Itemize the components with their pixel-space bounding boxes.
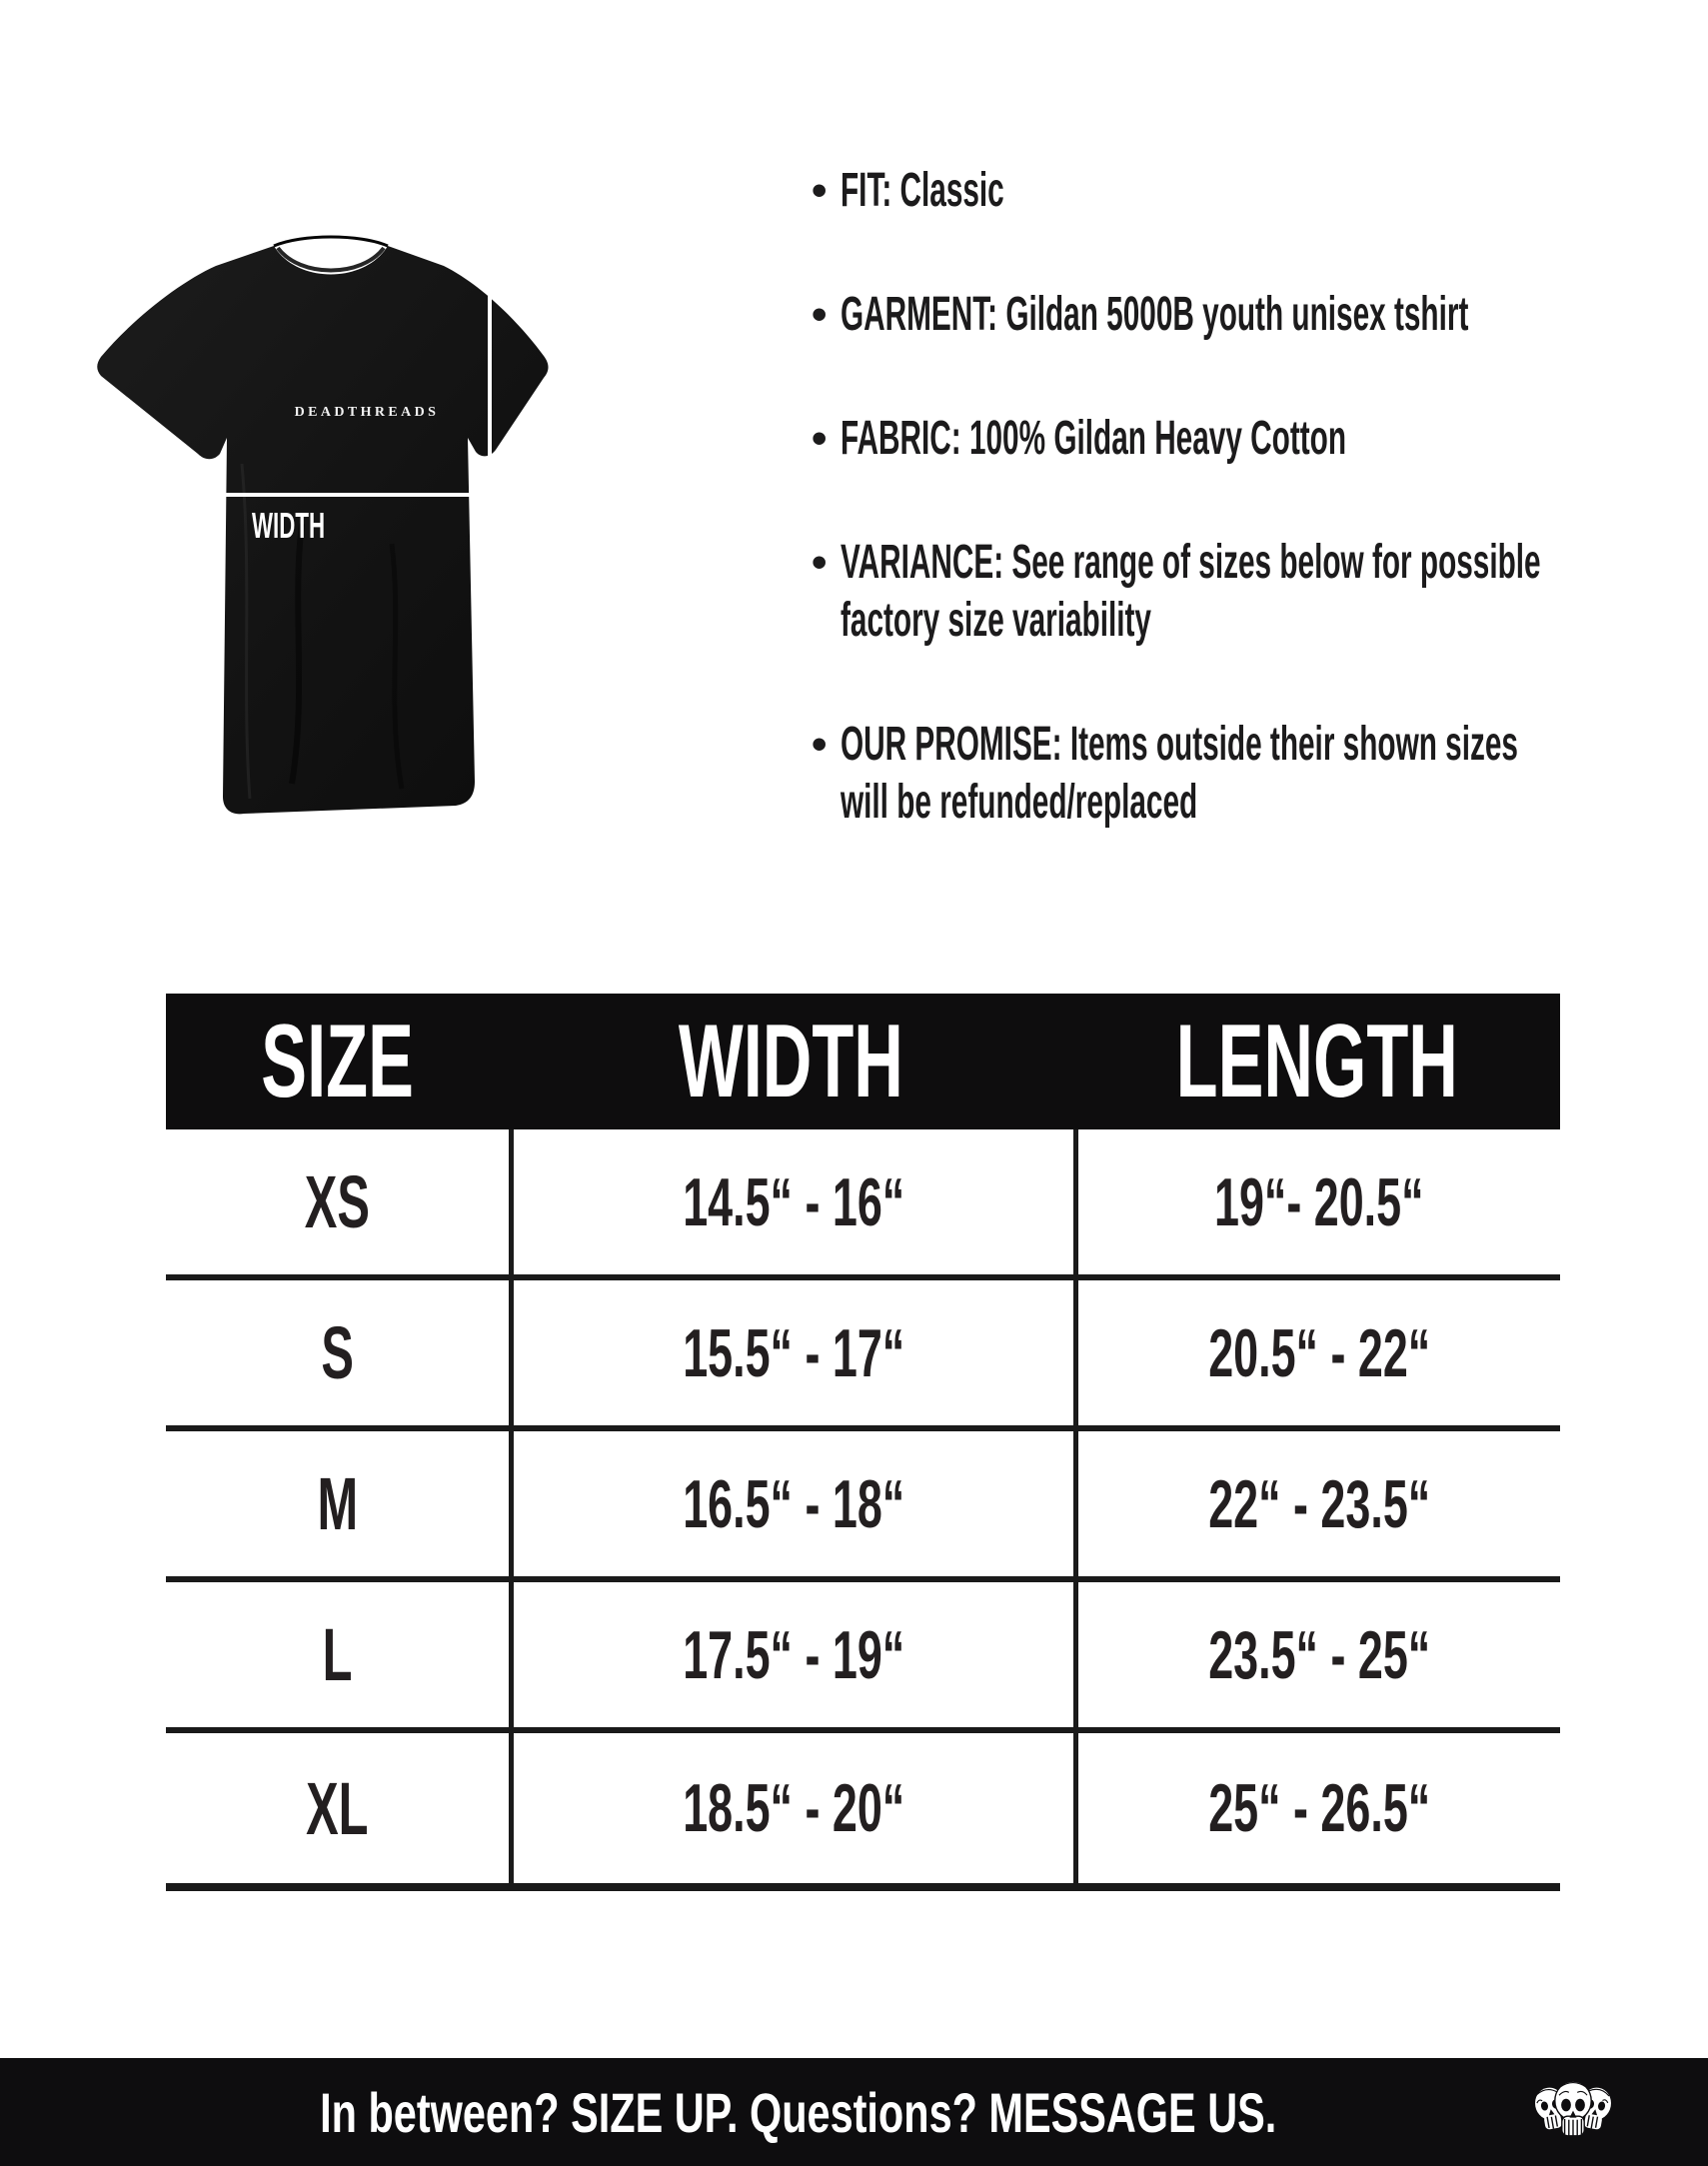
cell-size: L <box>322 1613 353 1696</box>
cell-length: 19“- 20.5“ <box>1073 1129 1560 1274</box>
list-item-variance <box>812 534 1671 650</box>
table-row <box>166 1733 1560 1883</box>
column-header-size: SIZE <box>261 1003 414 1119</box>
bullet-text <box>841 410 1656 468</box>
footer-bar <box>0 2058 1708 2166</box>
cell-width: 18.5“ - 20“ <box>509 1733 1073 1883</box>
variance-text-line1: VARIANCE: See range of sizes below for possible <box>841 536 1542 589</box>
cell-width: 15.5“ - 17“ <box>509 1280 1073 1425</box>
cell-length: 23.5“ - 25“ <box>1073 1582 1560 1727</box>
promise-text-line1: OUR PROMISE: Items outside their shown sizes <box>841 718 1519 771</box>
table-row <box>166 1280 1560 1431</box>
column-header-length: LENGTH <box>1175 1003 1458 1119</box>
table-body <box>166 1129 1560 1891</box>
bullet-dot-icon: • <box>812 538 828 587</box>
bullet-text <box>841 162 1104 220</box>
bullet-dot-icon: • <box>812 166 828 215</box>
bullet-text <box>841 716 1708 832</box>
length-measure-label: LENGTH <box>508 623 543 700</box>
table-row <box>166 1582 1560 1733</box>
variance-text-line2: factory size variability <box>841 594 1152 647</box>
fabric-text: FABRIC: 100% Gildan Heavy Cotton <box>841 412 1347 465</box>
bullet-dot-icon: • <box>812 720 828 769</box>
cell-width: 14.5“ - 16“ <box>509 1129 1073 1274</box>
promise-text-line2: will be refunded/replaced <box>841 776 1198 829</box>
length-measure-line <box>488 250 492 805</box>
product-details-list <box>812 162 1671 832</box>
column-header-width: WIDTH <box>679 1003 903 1119</box>
list-item-promise <box>812 716 1671 832</box>
bullet-dot-icon: • <box>812 414 828 463</box>
tshirt-photo-illustration <box>92 224 568 850</box>
bullet-text <box>841 286 1708 344</box>
cell-length: 20.5“ - 22“ <box>1073 1280 1560 1425</box>
cell-length: 25“ - 26.5“ <box>1073 1733 1560 1883</box>
footer-message: In between? SIZE UP. Questions? MESSAGE US. <box>319 2080 1277 2144</box>
cell-size: M <box>317 1462 358 1545</box>
brand-print: DEADTHREADS <box>294 405 440 420</box>
three-skulls-logo-icon <box>1531 2075 1615 2149</box>
list-item-fabric <box>812 410 1671 468</box>
table-header-row <box>166 994 1560 1129</box>
bullet-dot-icon: • <box>812 290 828 339</box>
collar-back <box>274 237 388 246</box>
cell-size: S <box>321 1311 354 1394</box>
bullet-text <box>841 534 1708 650</box>
fit-text: FIT: Classic <box>841 164 1005 217</box>
cell-width: 17.5“ - 19“ <box>509 1582 1073 1727</box>
list-item-garment <box>812 286 1671 344</box>
shirt-measurement-figure <box>92 224 568 850</box>
cell-size: XS <box>304 1160 371 1243</box>
size-chart-table <box>166 994 1560 1891</box>
cell-length: 22“ - 23.5“ <box>1073 1431 1560 1576</box>
table-row <box>166 1129 1560 1280</box>
cell-size: XL <box>306 1766 369 1850</box>
cell-width: 16.5“ - 18“ <box>509 1431 1073 1576</box>
table-row <box>166 1431 1560 1582</box>
garment-text: GARMENT: Gildan 5000B youth unisex tshirt <box>841 288 1469 341</box>
list-item-fit <box>812 162 1671 220</box>
width-measure-label: WIDTH <box>252 506 326 547</box>
